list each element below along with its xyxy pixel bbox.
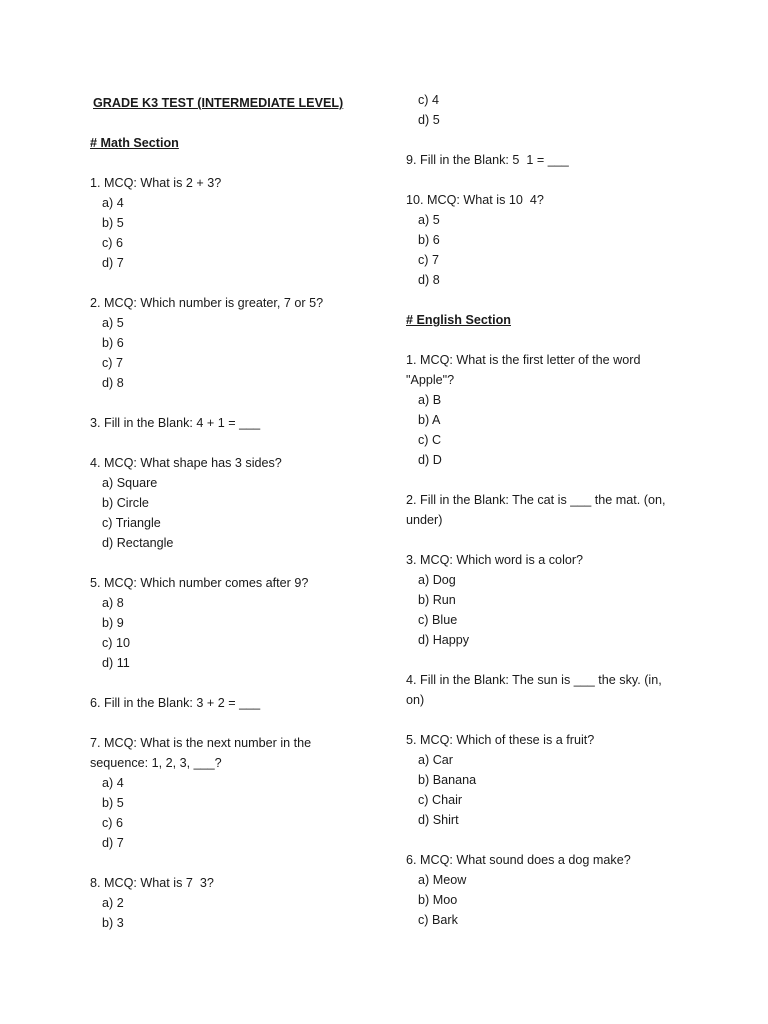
option-c: c) 6 [102, 816, 123, 830]
option-b: b) Banana [418, 773, 477, 787]
english-question-1 [406, 350, 681, 470]
question-text: 1. MCQ: What is 2 + 3? [90, 176, 222, 190]
option-d: d) 8 [102, 376, 124, 390]
option-d: d) 7 [102, 256, 124, 270]
option-d: d) Shirt [418, 813, 459, 827]
option-d: d) D [418, 453, 442, 467]
option-a: a) 5 [418, 213, 440, 227]
math-question-6 [90, 693, 390, 713]
math-question-7 [90, 733, 390, 853]
english-question-4 [406, 670, 681, 710]
math-question-4 [90, 453, 390, 553]
math-section-heading: # Math Section [90, 136, 179, 150]
question-text: 2. Fill in the Blank: The cat is ___ the mat. (on, under) [406, 493, 666, 527]
option-d: d) 5 [418, 113, 440, 127]
english-question-5 [406, 730, 681, 830]
left-column [90, 90, 390, 933]
option-a: a) 4 [102, 196, 124, 210]
option-b: b) 6 [102, 336, 124, 350]
math-question-10 [406, 190, 681, 290]
option-c: c) 10 [102, 636, 130, 650]
english-question-6 [406, 850, 681, 930]
question-text: 9. Fill in the Blank: 5 1 = ___ [406, 153, 569, 167]
option-a: a) Meow [418, 873, 467, 887]
math-question-8 [90, 873, 390, 933]
option-d: d) 7 [102, 836, 124, 850]
english-question-2 [406, 490, 681, 530]
question-text: 8. MCQ: What is 7 3? [90, 876, 214, 890]
option-c: c) Chair [418, 793, 463, 807]
test-title: GRADE K3 TEST (INTERMEDIATE LEVEL) [93, 96, 344, 110]
option-c: c) 4 [418, 93, 439, 107]
question-text: 4. MCQ: What shape has 3 sides? [90, 456, 282, 470]
question-text: 3. Fill in the Blank: 4 + 1 = ___ [90, 416, 261, 430]
math-question-1 [90, 173, 390, 273]
option-a: a) 4 [102, 776, 124, 790]
math-question-9 [406, 150, 681, 170]
math-question-8-continued [406, 90, 681, 130]
question-text: 5. MCQ: Which of these is a fruit? [406, 733, 595, 747]
question-text: 6. MCQ: What sound does a dog make? [406, 853, 631, 867]
option-b: b) Run [418, 593, 456, 607]
option-b: b) 5 [102, 796, 124, 810]
option-d: d) Rectangle [102, 536, 174, 550]
option-c: c) Triangle [102, 516, 161, 530]
question-text: 5. MCQ: Which number comes after 9? [90, 576, 309, 590]
option-a: a) Square [102, 476, 158, 490]
option-a: a) B [418, 393, 442, 407]
option-b: b) Circle [102, 496, 149, 510]
option-c: c) 6 [102, 236, 123, 250]
option-c: c) Bark [418, 913, 458, 927]
option-d: d) Happy [418, 633, 470, 647]
option-c: c) 7 [418, 253, 439, 267]
question-text: 1. MCQ: What is the first letter of the word "Apple"? [406, 353, 641, 387]
option-b: b) Moo [418, 893, 458, 907]
option-c: c) Blue [418, 613, 458, 627]
option-c: c) 7 [102, 356, 123, 370]
right-column [406, 90, 681, 930]
option-a: a) 5 [102, 316, 124, 330]
option-b: b) 3 [102, 916, 124, 930]
option-a: a) 2 [102, 896, 124, 910]
english-section-heading: # English Section [406, 313, 511, 327]
option-d: d) 11 [102, 656, 130, 670]
math-question-5 [90, 573, 390, 673]
option-b: b) 9 [102, 616, 124, 630]
math-question-3 [90, 413, 390, 433]
question-text: 4. Fill in the Blank: The sun is ___ the sky. (in, on) [406, 673, 662, 707]
question-text-line-2: sequence: 1, 2, 3, ___? [90, 756, 222, 770]
option-b: b) 5 [102, 216, 124, 230]
question-text: 2. MCQ: Which number is greater, 7 or 5? [90, 296, 324, 310]
option-c: c) C [418, 433, 442, 447]
option-a: a) Dog [418, 573, 456, 587]
option-b: b) A [418, 413, 441, 427]
question-text: 10. MCQ: What is 10 4? [406, 193, 544, 207]
math-question-2 [90, 293, 390, 393]
question-text: 6. Fill in the Blank: 3 + 2 = ___ [90, 696, 261, 710]
question-text-line-1: 7. MCQ: What is the next number in the [90, 736, 312, 750]
option-d: d) 8 [418, 273, 440, 287]
option-a: a) 8 [102, 596, 124, 610]
option-b: b) 6 [418, 233, 440, 247]
english-question-3 [406, 550, 681, 650]
question-text: 3. MCQ: Which word is a color? [406, 553, 584, 567]
option-a: a) Car [418, 753, 453, 767]
